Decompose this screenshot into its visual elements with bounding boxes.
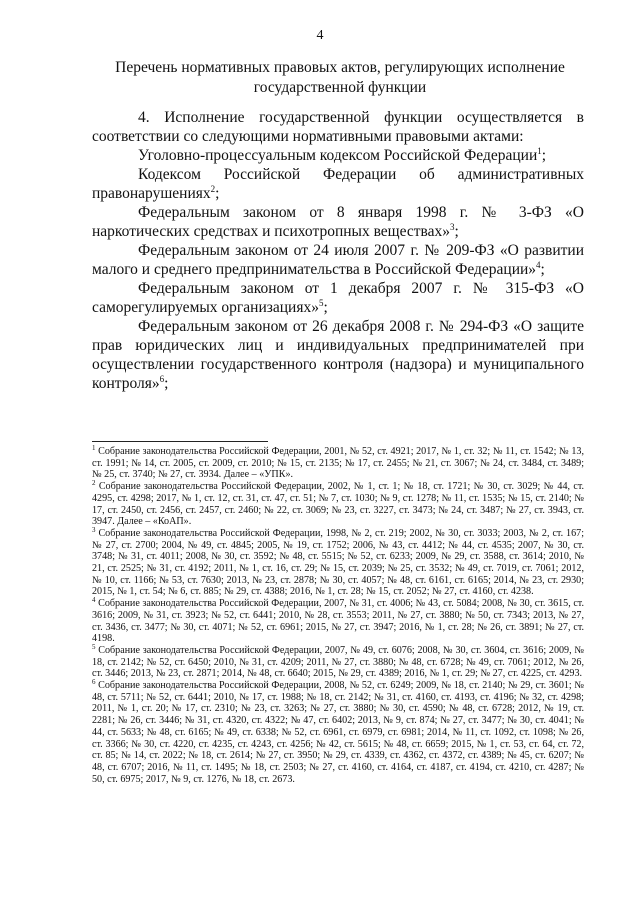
- page-number: 4: [316, 28, 324, 43]
- footnote-4: $^4$ Собрание законодательства Российской Федерации, 2007, № 31, ст. 4006; № 43, ст. 5084; 2008, № 30, ст. 3615, ст. 3616; 2009, № 31, ст. 3923; № 52, ст. 6441; 2010, № 28, ст. 3553; 2011, № 27, ст. 3880; № 50, ст. 7343; 2013, № 27, ст. 3436, ст. 3477; № 30, ст. 4071; № 52, ст. 6961; 2015, № 27, ст. 3947; 2016, № 1, ст. 28; № 26, ст. 3891; № 27, ст. 4198.: [92, 596, 584, 645]
- footnote-ref: 4: [536, 260, 541, 270]
- main-text: [92, 108, 584, 393]
- footnote-ref: 5: [318, 298, 324, 308]
- footnote-ref: 1: [537, 146, 542, 156]
- paragraph-intro: 4. Исполнение государственной функции осуществляется в соответствии со следующими нормативными правовыми актами:: [92, 109, 584, 145]
- footnote-1: $^1$ Собрание законодательства Российской Федерации, 2001, № 52, ст. 4921; 2017, № 1, ст. 32; № 11, ст. 1542; № 13, ст. 1991; № 14, ст. 2005, ст. 2009, ст. 2010; № 15, ст. 2135; № 17, ст. 2455; № 21, ст. 3067; № 24, ст. 3484, ст. 3489; № 25, ст. 3740; № 27, ст. 3934. Далее – «УПК».: [92, 444, 584, 481]
- footnotes: [92, 446, 584, 785]
- footnote-ref: 2: [210, 184, 216, 194]
- footnote-6: $^6$ Собрание законодательства Российской Федерации, 2008, № 52, ст. 6249; 2009, № 18, ст. 2140; № 29, ст. 3601; № 48, ст. 5711; № 52, ст. 6441; 2010, № 17, ст. 1988; № 18, ст. 2142; № 31, ст. 4160, ст. 4193, ст. 4196; № 32, ст. 4298; 2011, № 1, ст. 20; № 17, ст. 2310; № 23, ст. 3263; № 27, ст. 3880; № 30, ст. 4590; № 48, ст. 6728; 2012, № 19, ст. 2281; № 26, ст. 3446; № 31, ст. 4320, ст. 4322; № 47, ст. 6402; 2013, № 9, ст. 874; № 27, ст. 3477; № 30, ст. 4041; № 44, ст. 5633; № 48, ст. 6165; № 49, ст. 6338; № 52, ст. 6961, ст. 6979, ст. 6981; 2014, № 11, ст. 1092, ст. 1098; № 26, ст. 3366; № 30, ст. 4220, ст. 4235, ст. 4243, ст. 4256; № 42, ст. 5615; № 48, ст. 6659; 2015, № 1, ст. 53, ст. 64, ст. 72, ст. 85; № 14, ст. 2022; № 18, ст. 2614; № 27, ст. 3950; № 29, ст. 4339, ст. 4362, ст. 4372, ст. 4389; № 45, ст. 6207; № 48, ст. 6707; 2016, № 11, ст. 1495; № 18, ст. 2503; № 27, ст. 4160, ст. 4164, ст. 4187, ст. 4194, ст. 4210, ст. 4287; № 50, ст. 6975; 2017, № 9, ст. 1276, № 18, ст. 2673.: [92, 678, 584, 785]
- paragraph-law-315fz: Федеральным законом от 1 декабря 2007 г. № 315-ФЗ «О саморегулируемых организациях»$^5$;: [92, 280, 584, 316]
- footnote-2: $^2$ Собрание законодательства Российской Федерации, 2002, № 1, ст. 1; № 18, ст. 1721; № 30, ст. 3029; № 44, ст. 4295, ст. 4298; 2017, № 1, ст. 12, ст. 31, ст. 47, ст. 51; № 7, ст. 1030; № 9, ст. 1278; № 11, ст. 1535; № 15, ст. 2140; № 17, ст. 2450, ст. 2456, ст. 2457, ст. 2460; № 22, ст. 3069; № 23, ст. 3227, ст. 3473; № 24, ст. 3487; № 27, ст. 3943, ст. 3947. Далее – «КоАП».: [92, 479, 584, 528]
- paragraph-law-209fz: Федеральным законом от 24 июля 2007 г. № 209-ФЗ «О развитии малого и среднего предпринимательства в Российской Федерации»$^4$;: [92, 242, 584, 278]
- footnote-divider: [92, 441, 268, 442]
- paragraph-law-294fz: Федеральным законом от 26 декабря 2008 г. № 294-ФЗ «О защите прав юридических лиц и индивидуальных предпринимателей при осуществлении государственного контроля (надзора) и муниципального контроля»$^6$;: [92, 318, 584, 392]
- paragraph-upk: Уголовно-процессуальным кодексом Российской Федерации$^1$;: [138, 146, 547, 164]
- paragraph-law-3fz: Федеральным законом от 8 января 1998 г. № 3-ФЗ «О наркотических средствах и психотропных веществах»$^3$;: [92, 204, 584, 240]
- paragraph-koap: Кодексом Российской Федерации об административных правонарушениях$^2$;: [92, 166, 584, 202]
- footnote-5: $^5$ Собрание законодательства Российской Федерации, 2007, № 49, ст. 6076; 2008, № 30, ст. 3604, ст. 3616; 2009, № 18, ст. 2142; № 52, ст. 6450; 2010, № 31, ст. 4209; 2011, № 27, ст. 3880; № 48, ст. 6728; № 49, ст. 7061; 2012, № 26, ст. 3446; 2013, № 23, ст. 2871; 2014, № 48, ст. 6640; 2015, № 29, ст. 4389; 2016, № 1, ст. 29; № 27, ст. 4225, ст. 4293.: [92, 642, 584, 680]
- footnote-ref: 6: [159, 374, 165, 384]
- section-heading: Перечень нормативных правовых актов, регулирующих исполнение государственной функции: [115, 59, 565, 96]
- footnote-ref: 3: [450, 222, 455, 232]
- footnote-3: $^3$ Собрание законодательства Российской Федерации, 1998, № 2, ст. 219; 2002, № 30, ст. 3033; 2003, № 2, ст. 167; № 27, ст. 2700; 2004, № 49, ст. 4845; 2005, № 19, ст. 1752; 2006, № 43, ст. 4412; № 44, ст. 4535; 2007, № 30, ст. 3748; № 31, ст. 4011; 2008, № 30, ст. 3592; № 48, ст. 5515; № 52, ст. 6233; 2009, № 29, ст. 3588, ст. 3614; 2010, № 21, ст. 2525; № 31, ст. 4192; 2011, № 1, ст. 16, ст. 29; № 15, ст. 2039; № 25, ст. 3532; № 49, ст. 7019, ст. 7061; 2012, № 10, ст. 1166; № 53, ст. 7630; 2013, № 23, ст. 2878; № 30, ст. 4057; № 48, ст. 6161, ст. 6165; 2014, № 23, ст. 2930; 2015, № 1, ст. 54; № 6, ст. 885; № 29, ст. 4388; 2016, № 1, ст. 28; № 15, ст. 2052; № 27, ст. 4160, ст. 4238.: [92, 525, 584, 598]
